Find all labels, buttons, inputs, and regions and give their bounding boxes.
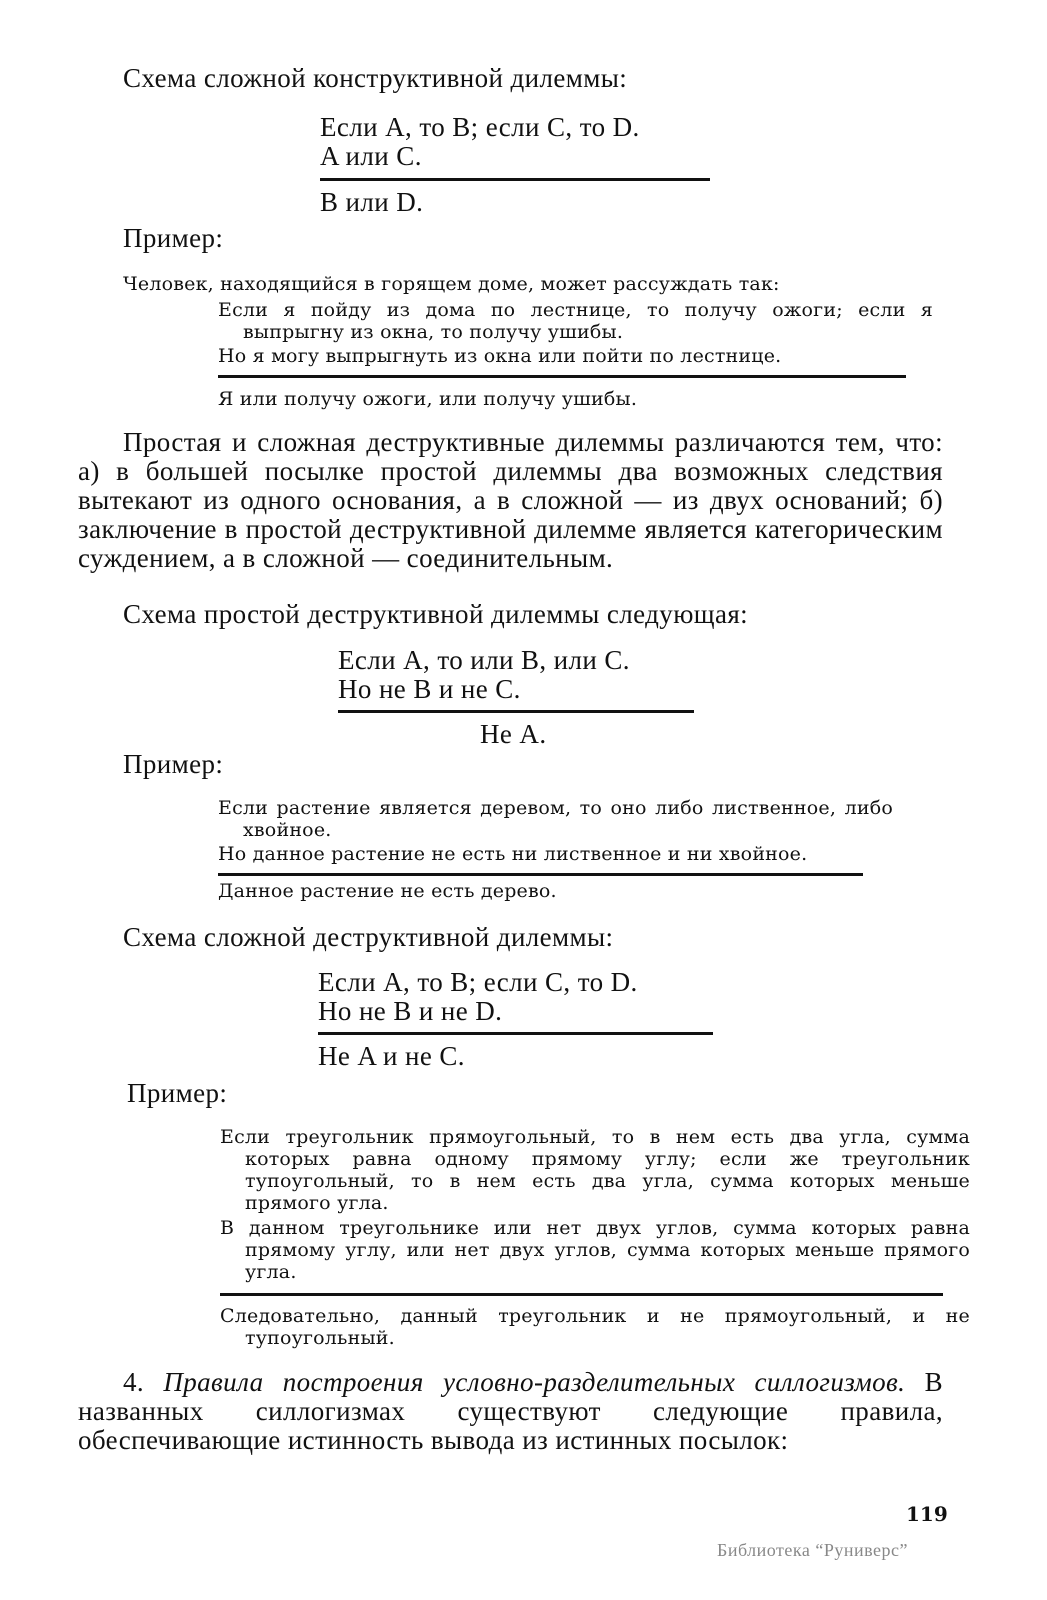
example-label: Пример: [123,223,224,253]
body-paragraph: Простая и сложная деструктивные дилеммы различаются тем, что: а) в большей посылке простой дилеммы два возможных следствия вытекают из одного основания, а в сложной — из двух оснований; б) заключение в простой деструктивной дилемме является категорическим суждением, а в сложной — соединительным. [78,427,943,573]
formula-premise: Но не B и не D. [318,996,503,1026]
inference-line [218,873,863,876]
section-heading: Схема сложной конструктивной дилеммы: [123,63,628,93]
paragraph-title: Правила построения условно-разделительных силлогизмов. [163,1367,906,1397]
body-paragraph [78,1368,943,1455]
section-heading: Схема простой деструктивной дилеммы следующая: [123,599,749,629]
example-premise: Если я пойду из дома по лестнице, то получу ожоги; если я выпрыгну из окна, то получу ушибы. [218,299,933,343]
formula-premise: Если A, то или B, или C. [338,645,630,675]
example-label: Пример: [127,1078,228,1108]
paragraph-text: В названных силлогизмах существуют следующие правила, обеспечивающие истинность вывода из истинных посылок: [78,1367,943,1455]
example-premise: Если растение является деревом, то оно либо лиственное, либо хвойное. [218,797,893,841]
example-premise: В данном треугольнике или нет двух углов, сумма которых равна прямому углу, или нет двух углов, сумма которых меньше прямого угла. [220,1217,970,1283]
page-number: 119 [906,1502,948,1526]
example-premise: Но данное растение не есть ни лиственное и ни хвойное. [218,843,808,865]
inference-line [338,710,694,713]
example-conclusion: Следовательно, данный треугольник и не прямоугольный, и не тупоугольный. [220,1305,970,1349]
example-premise: Если треугольник прямоугольный, то в нем есть два угла, сумма которых равна одному прямому углу; если же треугольник тупоугольный, то в нем есть два угла, сумма которых меньше прямого угла. [220,1126,970,1214]
example-conclusion: Данное растение не есть дерево. [218,880,557,902]
formula-premise: Если A, то B; если C, то D. [320,112,640,142]
example-intro: Человек, находящийся в горящем доме, может рассуждать так: [123,273,780,295]
example-premise: Но я могу выпрыгнуть из окна или пойти по лестнице. [218,345,782,367]
inference-line [320,178,710,181]
library-footer: Библиотека “Руниверс” [717,1540,909,1560]
formula-premise: Но не B и не C. [338,674,521,704]
formula-conclusion: Не A. [480,719,547,749]
formula-conclusion: B или D. [320,187,424,217]
example-conclusion: Я или получу ожоги, или получу ушибы. [218,388,638,410]
example-label: Пример: [123,749,224,779]
section-heading: Схема сложной деструктивной дилеммы: [123,922,614,952]
inference-line [318,1032,713,1035]
paragraph-number: 4. [123,1367,145,1397]
formula-premise: A или C. [320,141,422,171]
inference-line [220,1293,943,1296]
formula-premise: Если A, то B; если C, то D. [318,967,638,997]
formula-conclusion: Не A и не C. [318,1041,465,1071]
inference-line [218,375,906,378]
